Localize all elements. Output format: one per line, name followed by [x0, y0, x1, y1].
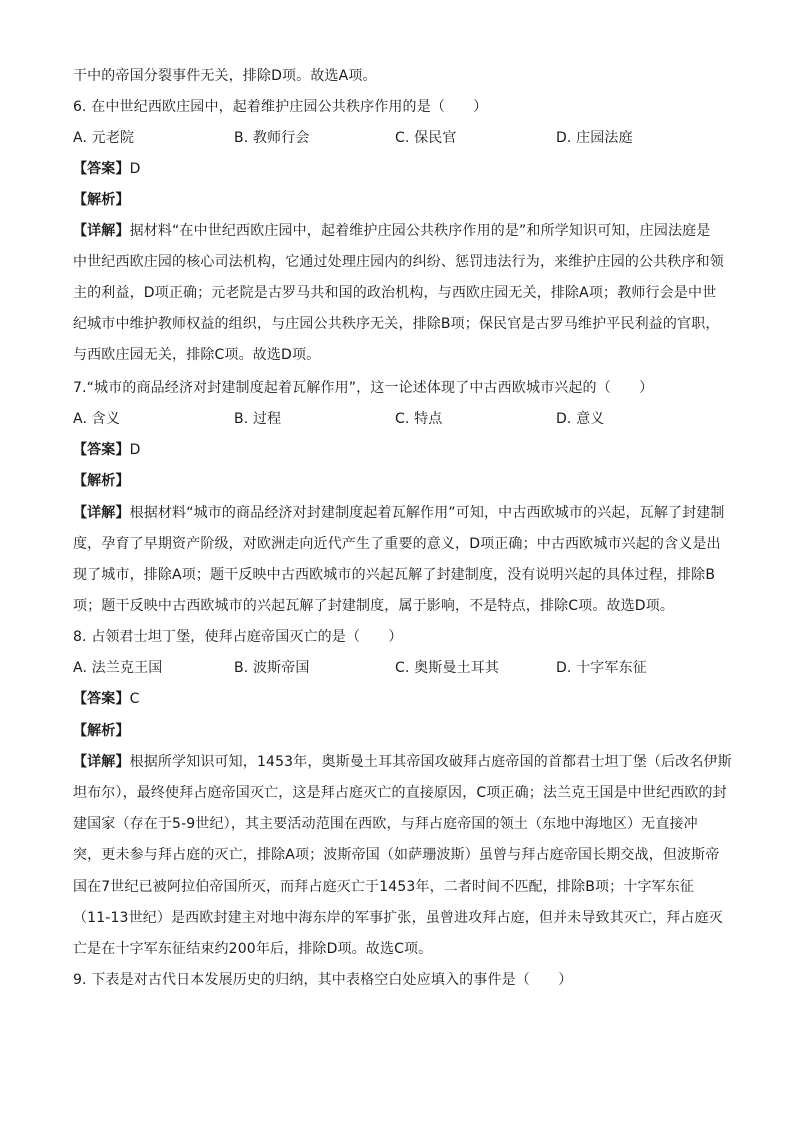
q6-option-d: D. 庄园法庭 — [556, 130, 633, 146]
q8-detail-line: 国在7世纪已被阿拉伯帝国所灭，而拜占庭灭亡于1453年，二者时间不匹配，排除B项；十字军东征 — [73, 879, 695, 895]
q6-detail-line: 与西欧庄园无关，排除C项。故选D项。 — [73, 347, 321, 363]
answer-tag: 【答案】 — [73, 691, 130, 707]
q8-detail-line: 坦布尔），最终使拜占庭帝国灭亡，这是拜占庭灭亡的直接原因，C项正确；法兰克王国是中世纪西欧的封 — [73, 785, 727, 801]
q6-analysis-tag: 【解析】 — [73, 192, 130, 208]
q8-option-d: D. 十字军东征 — [556, 660, 647, 676]
q8-detail-line: （11-13世纪）是西欧封建主对地中海东岸的军事扩张，虽曾进攻拜占庭，但并未导致其灭亡，拜占庭灭 — [73, 910, 723, 926]
q8-analysis-tag: 【解析】 — [73, 723, 130, 739]
q6-detail-line — [73, 221, 710, 241]
prev-answer-tail: 干中的帝国分裂事件无关，排除D项。故选A项。 — [73, 68, 377, 84]
q6-detail-line: 中世纪西欧庄园的核心司法机构，它通过处理庄园内的纠纷、惩罚违法行为，来维护庄园的公共秩序和领 — [73, 254, 724, 270]
detail-tag: 【详解】 — [73, 754, 130, 770]
q8-option-c: C. 奥斯曼土耳其 — [395, 660, 500, 676]
detail-text: 据材料“在中世纪西欧庄园中，起着维护庄园公共秩序作用的是”和所学知识可知，庄园法庭是 — [129, 223, 711, 239]
answer-value: D — [129, 161, 141, 177]
q7-detail-line — [73, 503, 725, 523]
q7-option-d: D. 意义 — [556, 411, 605, 427]
q6-option-c: C. 保民官 — [395, 130, 457, 146]
q8-options — [73, 658, 717, 678]
q6-detail-line: 纪城市中维护教师权益的组织，与庄园公共秩序无关，排除B项；保民官是古罗马维护平民利益的官职， — [73, 316, 720, 332]
q6-options — [73, 128, 717, 148]
q7-analysis-tag: 【解析】 — [73, 473, 130, 489]
question-6: 6. 在中世纪西欧庄园中，起着维护庄园公共秩序作用的是（ ） — [73, 99, 488, 115]
q7-option-a: A. 含义 — [73, 411, 120, 427]
q7-answer — [73, 440, 141, 460]
q7-detail-line: 项；题干反映中古西欧城市的兴起瓦解了封建制度，属于影响，不是特点，排除C项。故选D项。 — [73, 598, 675, 614]
answer-value: D — [129, 442, 141, 458]
q6-option-a: A. 元老院 — [73, 130, 135, 146]
detail-text: 根据材料“城市的商品经济对封建制度起着瓦解作用”可知，中古西欧城市的兴起，瓦解了封建制 — [129, 505, 725, 521]
q8-detail-line: 突，更未参与拜占庭的灭亡，排除A项；波斯帝国（如萨珊波斯）虽曾与拜占庭帝国长期交战，但波斯帝 — [73, 847, 720, 863]
question-8: 8. 占领君士坦丁堡，使拜占庭帝国灭亡的是（ ） — [73, 629, 403, 645]
detail-tag: 【详解】 — [73, 223, 130, 239]
q7-detail-line: 度，孕育了早期资产阶级，对欧洲走向近代产生了重要的意义，D项正确；中古西欧城市兴起的含义是出 — [73, 536, 721, 552]
answer-tag: 【答案】 — [73, 161, 130, 177]
q7-option-c: C. 特点 — [395, 411, 443, 427]
question-7: 7.“城市的商品经济对封建制度起着瓦解作用”，这一论述体现了中古西欧城市兴起的（ ） — [73, 380, 654, 396]
answer-tag: 【答案】 — [73, 442, 130, 458]
q6-option-b: B. 教师行会 — [234, 130, 310, 146]
q7-options — [73, 409, 717, 429]
q8-option-a: A. 法兰克王国 — [73, 660, 163, 676]
detail-text: 根据所学知识可知，1453年，奥斯曼土耳其帝国攻破拜占庭帝国的首都君士坦丁堡（后改名伊斯 — [129, 754, 732, 770]
detail-tag: 【详解】 — [73, 505, 130, 521]
q8-detail-line — [73, 752, 732, 772]
q8-detail-line: 建国家（存在于5-9世纪），其主要活动范围在西欧，与拜占庭帝国的领土（东地中海地区）无直接冲 — [73, 816, 698, 832]
q8-option-b: B. 波斯帝国 — [234, 660, 310, 676]
q6-detail-line: 主的利益，D项正确；元老院是古罗马共和国的政治机构，与西欧庄园无关，排除A项；教师行会是中世 — [73, 285, 717, 301]
q8-answer — [73, 689, 140, 709]
question-9: 9. 下表是对古代日本发展历史的归纳，其中表格空白处应填入的事件是（ ） — [73, 972, 573, 988]
q7-detail-line: 现了城市，排除A项；题干反映中古西欧城市的兴起瓦解了封建制度，没有说明兴起的具体过程，排除B — [73, 567, 716, 583]
answer-value: C — [129, 691, 140, 707]
q8-detail-line: 亡是在十字军东征结束约200年后，排除D项。故选C项。 — [73, 941, 433, 957]
q6-answer — [73, 159, 141, 179]
q7-option-b: B. 过程 — [234, 411, 282, 427]
